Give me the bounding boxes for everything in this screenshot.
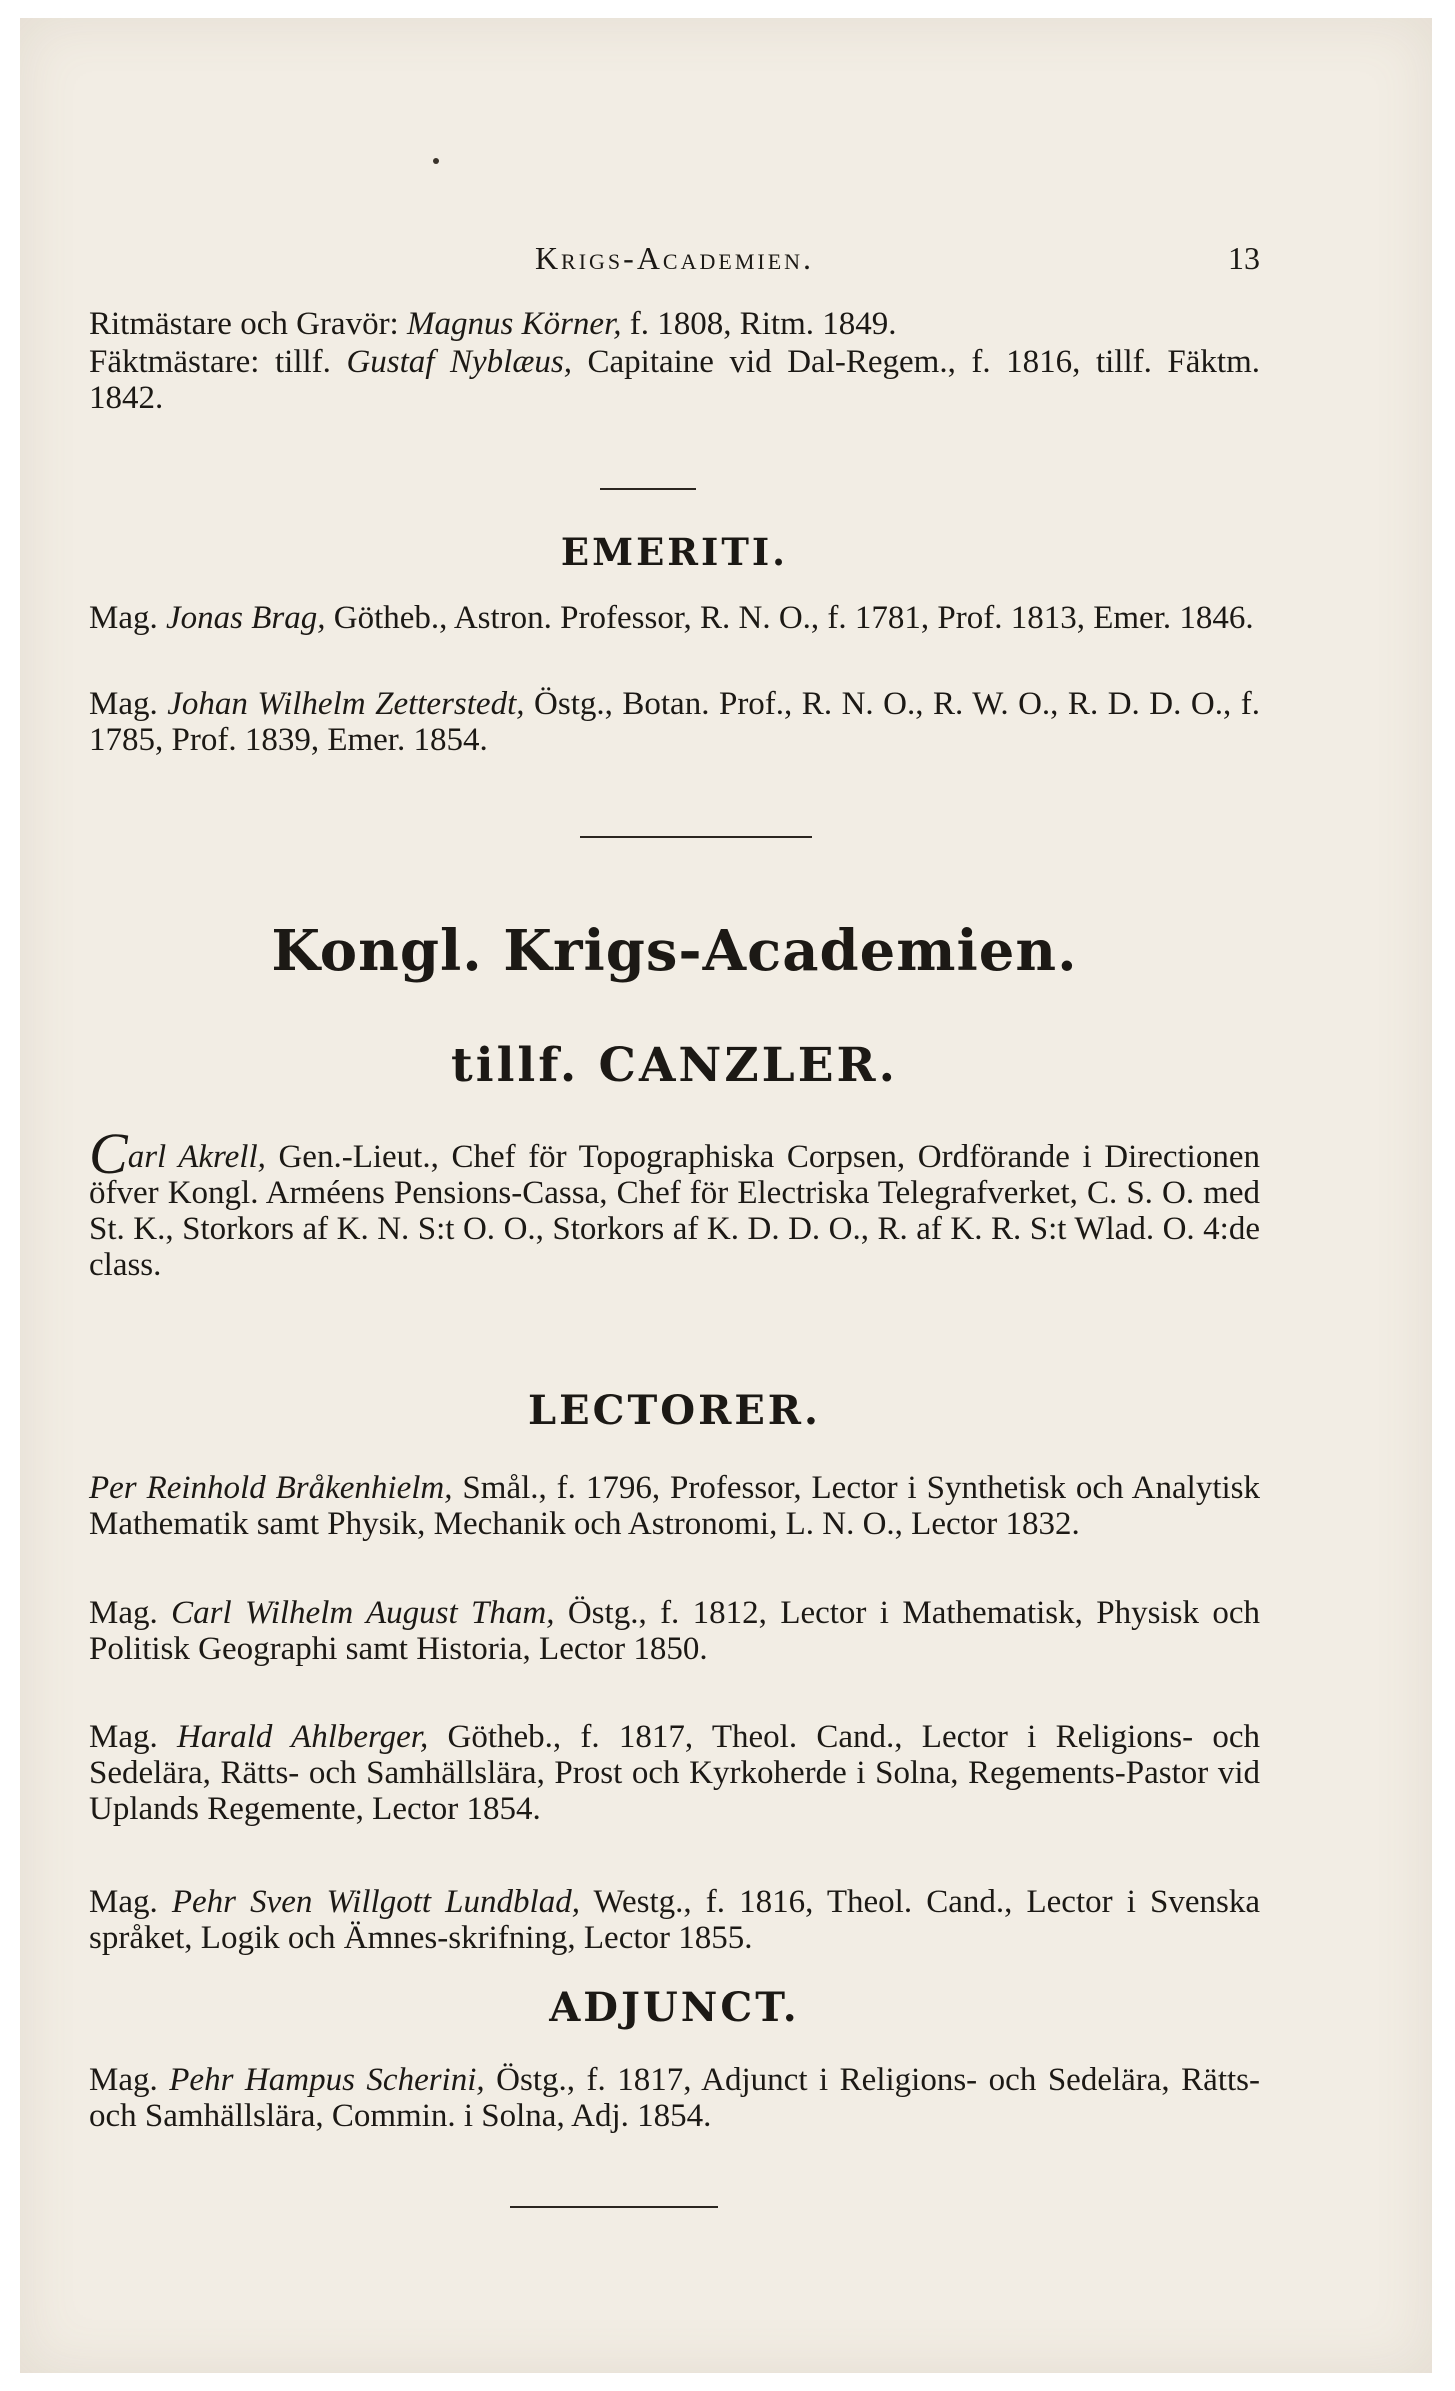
section-heading-lectorer: LECTORER. — [528, 1387, 821, 1434]
entry-emeritus: Mag. Jonas Brag, Götheb., Astron. Professor, R. N. O., f. 1781, Prof. 1813, Emer. 1846. — [89, 600, 1254, 636]
section-heading-emeriti: EMERITI. — [560, 530, 789, 574]
entry-faktmastare: Fäktmästare: tillf. Gustaf Nyblæus, Capitaine vid Dal-Regem., f. 1816, tillf. Fäktm. 1842. — [89, 344, 1260, 416]
entry-lector: Mag. Pehr Sven Willgott Lundblad, Westg., f. 1816, Theol. Cand., Lector i Svenska språket, Logik och Ämnes-skrifning, Lector 1855. — [89, 1884, 1260, 1956]
entry-ritmastare: Ritmästare och Gravör: Magnus Körner, f. 1808, Ritm. 1849. — [89, 306, 897, 342]
section-heading-adjunct: ADJUNCT. — [549, 1984, 800, 2031]
entry-canzler: Carl Akrell, Gen.-Lieut., Chef för Topographiska Corpsen, Ordförande i Directionen öfver Kongl. Arméens Pensions-Cassa, Chef för Electriska Telegrafverket, C. S. O. med St. K., Storkors af K. N. S:t O. O., Storkors af K. D. D. O., R. af K. R. S:t Wlad. O. 4:de class. — [89, 1121, 1260, 1283]
running-title: Krigs-Academien. — [534, 240, 815, 276]
running-head — [89, 240, 1260, 280]
entry-lector: Mag. Carl Wilhelm August Tham, Östg., f. 1812, Lector i Mathematisk, Physisk och Politisk Geographi samt Historia, Lector 1850. — [89, 1595, 1261, 1667]
entry-lector: Per Reinhold Bråkenhielm, Smål., f. 1796, Professor, Lector i Synthetisk och Analytisk Mathematik samt Physik, Mechanik och Astronomi, L. N. O., Lector 1832. — [89, 1470, 1260, 1542]
section-heading-canzler: tillf. CANZLER. — [451, 1038, 898, 1093]
entry-lector: Mag. Harald Ahlberger, Götheb., f. 1817, Theol. Cand., Lector i Religions- och Sedelära, Rätts- och Samhällslära, Prost och Kyrkoherde i Solna, Regements-Pastor vid Uplands Regemente, Lector 1854. — [89, 1719, 1261, 1827]
divider — [600, 488, 696, 490]
page-number: 13 — [1228, 240, 1260, 276]
entry-adjunct: Mag. Pehr Hampus Scherini, Östg., f. 1817, Adjunct i Religions- och Sedelära, Rätts- och Samhällslära, Commin. i Solna, Adj. 1854. — [89, 2062, 1261, 2134]
entry-emeritus: Mag. Johan Wilhelm Zetterstedt, Östg., Botan. Prof., R. N. O., R. W. O., R. D. D. O., f. 1785, Prof. 1839, Emer. 1854. — [89, 686, 1260, 758]
divider — [510, 2206, 718, 2208]
page — [20, 18, 1432, 2373]
divider — [580, 836, 812, 838]
page-title: Kongl. Krigs-Academien. — [271, 918, 1078, 984]
ink-dot — [433, 158, 439, 164]
